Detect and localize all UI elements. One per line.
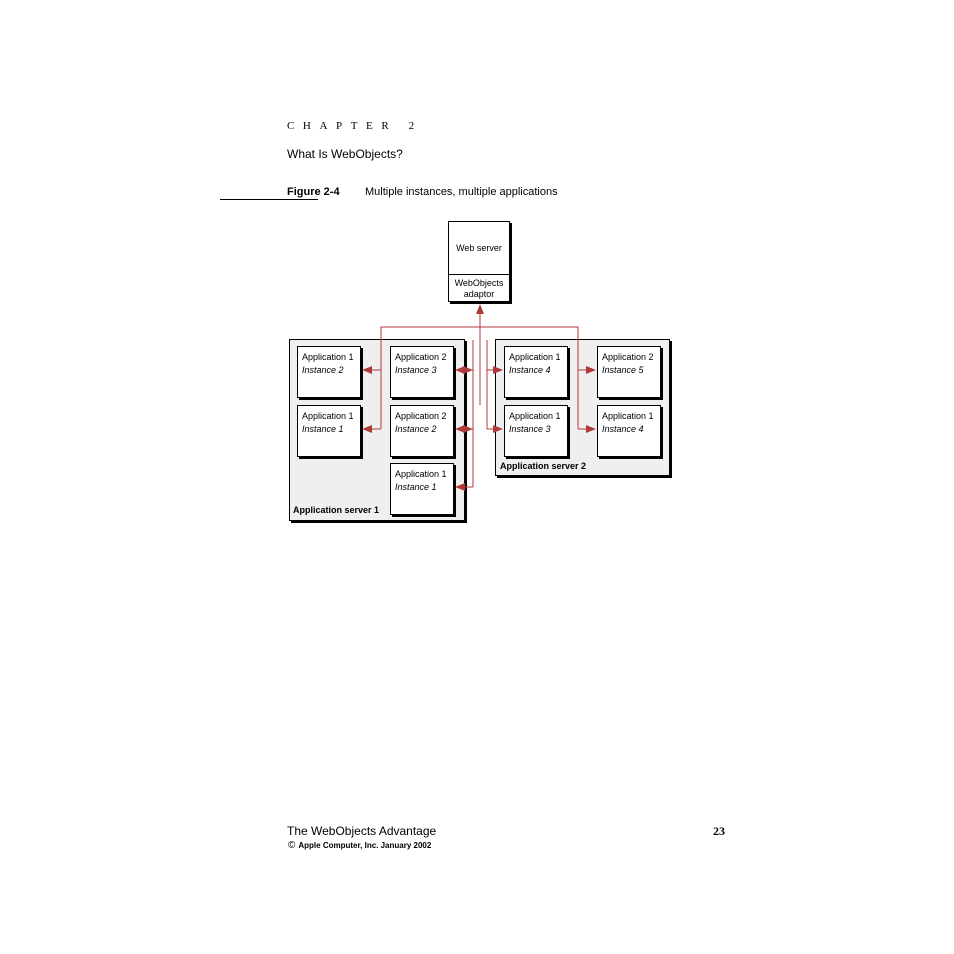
copyright-text: Apple Computer, Inc. January 2002 [298, 841, 432, 850]
application-name: Application 1 [509, 411, 561, 421]
instance-name: Instance 1 [395, 482, 437, 492]
instance-name: Instance 3 [509, 424, 551, 434]
page-number: 23 [713, 824, 725, 838]
chapter-title: What Is WebObjects? [287, 147, 403, 161]
application-name: Application 2 [395, 352, 447, 362]
application-name: Application 2 [602, 352, 654, 362]
figure-caption: Multiple instances, multiple applications [365, 186, 558, 198]
application-name: Application 1 [302, 411, 354, 421]
instance-name: Instance 5 [602, 365, 644, 375]
application-server-2-label: Application server 2 [500, 461, 587, 471]
connectors [363, 305, 595, 487]
instance-name: Instance 3 [395, 365, 437, 375]
figure-label: Figure 2-4 [287, 186, 340, 198]
instance-name: Instance 4 [509, 365, 551, 375]
application-name: Application 1 [509, 352, 561, 362]
application-name: Application 2 [395, 411, 447, 421]
web-server-label: Web server [449, 222, 509, 275]
copyright-symbol: © [288, 840, 296, 851]
instance-name: Instance 1 [302, 424, 344, 434]
application-name: Application 1 [395, 469, 447, 479]
instance-name: Instance 4 [602, 424, 644, 434]
copyright-notice [288, 840, 431, 851]
chapter-heading: CHAPTER 2 [287, 120, 423, 132]
instance-name: Instance 2 [395, 424, 437, 434]
application-name: Application 1 [602, 411, 654, 421]
application-server-1-label: Application server 1 [293, 505, 380, 515]
adaptor-label-line2: adaptor [463, 289, 495, 299]
application-name: Application 1 [302, 352, 354, 362]
adaptor-label-line1: WebObjects [454, 278, 504, 288]
footer-book-title: The WebObjects Advantage [287, 824, 437, 838]
instance-name: Instance 2 [302, 365, 344, 375]
